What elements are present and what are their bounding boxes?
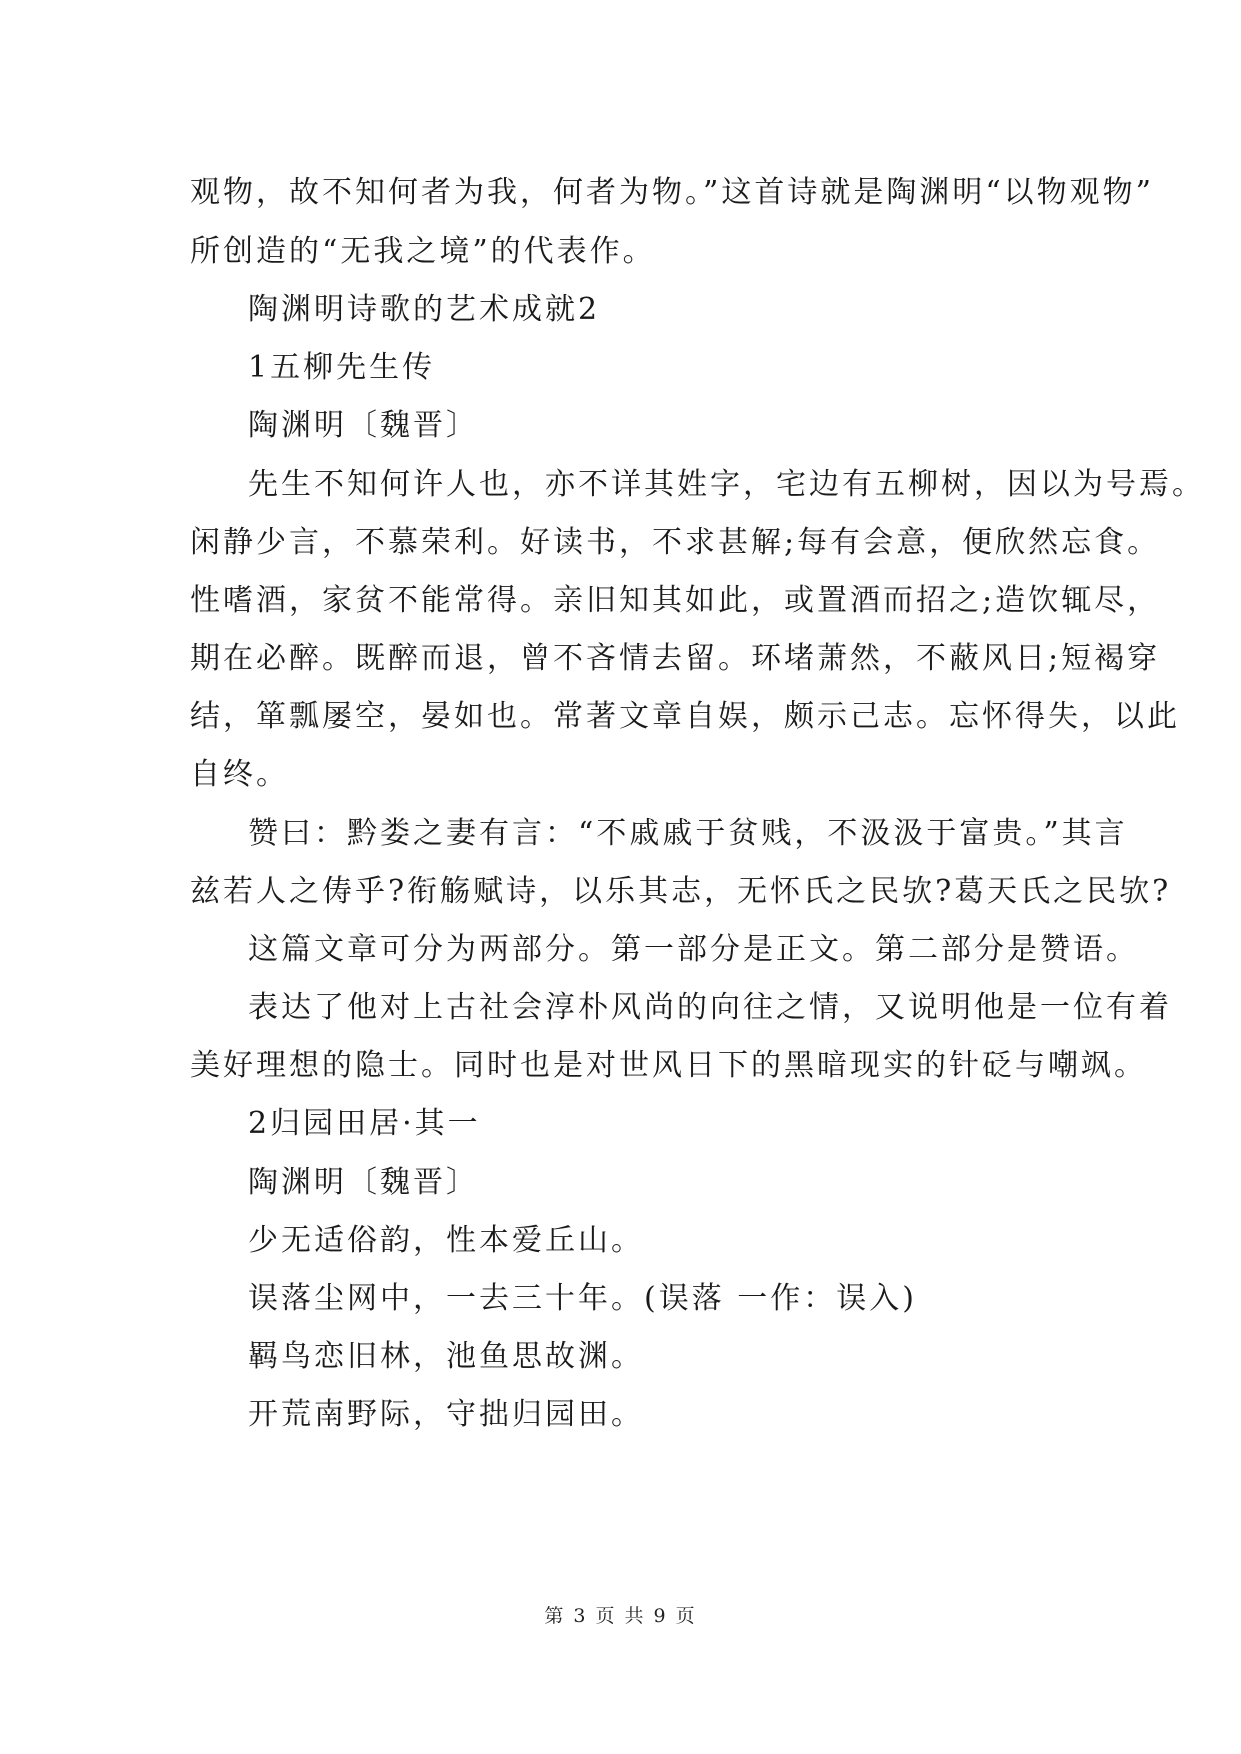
section-title: 陶渊明诗歌的艺术成就2 bbox=[248, 292, 601, 327]
text-line: 赞曰：黔娄之妻有言：“不戚戚于贫贱，不汲汲于富贵。”其言 bbox=[248, 816, 1128, 851]
text-line: 闲静少言，不慕荣利。好读书，不求甚解;每有会意，便欣然忘食。 bbox=[190, 525, 1161, 560]
text-line: 所创造的“无我之境”的代表作。 bbox=[190, 234, 656, 269]
poem-line: 羁鸟恋旧林，池鱼思故渊。 bbox=[248, 1339, 644, 1374]
author-line: 陶渊明〔魏晋〕 bbox=[248, 408, 479, 443]
page-number: 第 3 页 共 9 页 bbox=[544, 1605, 697, 1627]
section-heading: 2归园田居·其一 bbox=[248, 1106, 481, 1141]
section-heading: 1五柳先生传 bbox=[248, 350, 436, 385]
poem-line: 少无适俗韵，性本爱丘山。 bbox=[248, 1223, 644, 1258]
text-line: 兹若人之俦乎?衔觞赋诗，以乐其志，无怀氏之民欤?葛天氏之民欤? bbox=[190, 874, 1172, 909]
text-line: 自终。 bbox=[190, 757, 289, 792]
text-line: 美好理想的隐士。同时也是对世风日下的黑暗现实的针砭与嘲飒。 bbox=[190, 1048, 1147, 1083]
poem-line: 开荒南野际，守拙归园田。 bbox=[248, 1397, 644, 1432]
author-line: 陶渊明〔魏晋〕 bbox=[248, 1165, 479, 1200]
poem-line: 误落尘网中，一去三十年。(误落 一作：误入) bbox=[248, 1281, 917, 1316]
text-line: 先生不知何许人也，亦不详其姓字，宅边有五柳树，因以为号焉。 bbox=[248, 467, 1205, 502]
text-line: 期在必醉。既醉而退，曾不吝情去留。环堵萧然，不蔽风日;短褐穿 bbox=[190, 641, 1161, 676]
text-line: 表达了他对上古社会淳朴风尚的向往之情，又说明他是一位有着 bbox=[248, 990, 1172, 1025]
text-line: 结，箪瓢屡空，晏如也。常著文章自娱，颇示己志。忘怀得失，以此 bbox=[190, 699, 1180, 734]
text-line: 这篇文章可分为两部分。第一部分是正文。第二部分是赞语。 bbox=[248, 932, 1139, 967]
text-line: 性嗜酒，家贫不能常得。亲旧知其如此，或置酒而招之;造饮辄尽， bbox=[190, 583, 1161, 618]
text-line: 观物，故不知何者为我，何者为物。”这首诗就是陶渊明“以物观物” bbox=[190, 175, 1155, 210]
